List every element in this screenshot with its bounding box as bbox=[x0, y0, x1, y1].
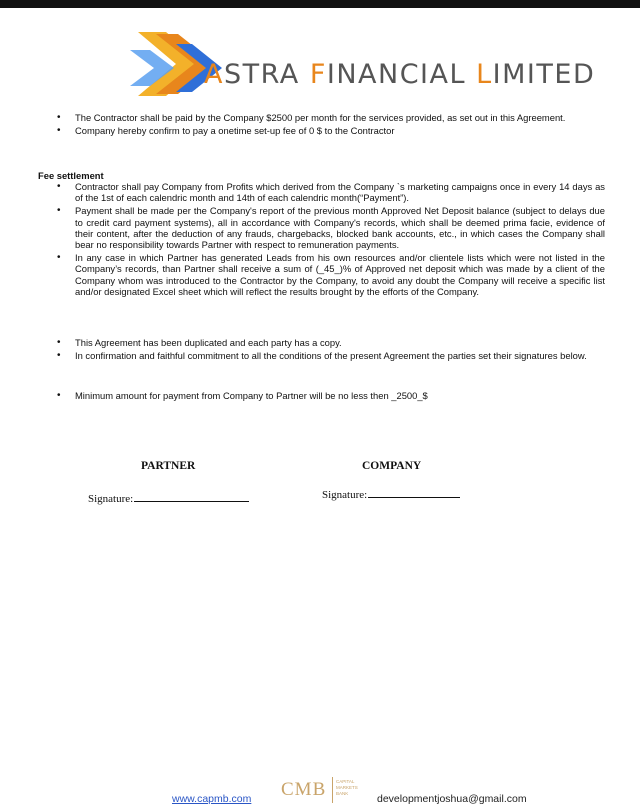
cmb-divider bbox=[332, 777, 333, 803]
cmb-mark: CMB bbox=[281, 779, 327, 800]
signature-line bbox=[368, 487, 460, 498]
list-item: • In confirmation and faithful commitment to all the conditions of the present Agreement the parties set their signatures below. bbox=[55, 350, 605, 361]
list-item: • This Agreement has been duplicated and each party has a copy. bbox=[55, 337, 605, 348]
closing-list bbox=[55, 337, 605, 363]
signature-label: Signature: bbox=[322, 489, 368, 501]
payment-terms-list bbox=[55, 112, 605, 138]
list-item: • Payment shall be made per the Company's report of the previous month Approved Net Deposit balance (subject to delays due to credit card payment systems), all in accordance with Company's records, which shall be deemed prima facie, evidence of their content, after the deduction of any frauds, chargebacks, blocked bank accounts, etc., in which cases the Company shall bear no responsibility towards Partner with respect to remuneration payments. bbox=[55, 205, 605, 250]
list-item: • The Contractor shall be paid by the Company $2500 per month for the services provided, as set out in this Agreement. bbox=[55, 112, 605, 123]
list-item: • Minimum amount for payment from Company to Partner will be no less then _2500_$ bbox=[55, 390, 605, 401]
fee-settlement-list bbox=[55, 181, 605, 299]
cmb-logo bbox=[281, 775, 371, 805]
list-item: • Contractor shall pay Company from Profits which derived from the Company `s marketing campaigns once in every 14 days as of the 1st of each calendric month and 14th of each calendric month(“Payment”). bbox=[55, 181, 605, 203]
section-heading-fee-settlement: Fee settlement bbox=[38, 170, 104, 181]
minimum-amount-list bbox=[55, 390, 605, 403]
cmb-subtitle: CAPITAL MARKETS BANK bbox=[336, 779, 358, 796]
footer-website-link[interactable]: www.capmb.com bbox=[172, 793, 252, 805]
company-signature-field[interactable] bbox=[322, 487, 460, 501]
signature-label: Signature: bbox=[88, 493, 134, 505]
company-label: COMPANY bbox=[362, 460, 422, 472]
footer-email: developmentjoshua@gmail.com bbox=[377, 793, 527, 805]
partner-signature-field[interactable] bbox=[88, 491, 249, 505]
list-item: • Company hereby confirm to pay a onetime set-up fee of 0 $ to the Contractor bbox=[55, 125, 605, 136]
list-item: • In any case in which Partner has generated Leads from his own resources and/or clientele lists which were not listed in the Company’s records, than Partner shall receive a sum of (_45_)% of Approved net deposit which was made by a client of the Company whom was introduced to the Contractor by the Company, to avoid any doubt the Company will receive a specific list and/or designated Excel sheet which will reflect the results brought by the efforts of the Company. bbox=[55, 252, 605, 297]
partner-label: PARTNER bbox=[141, 460, 196, 472]
signature-line bbox=[134, 491, 249, 502]
logo-wordmark: ASTRA FINANCIAL LIMITED bbox=[204, 59, 596, 90]
top-black-bar bbox=[0, 0, 640, 8]
